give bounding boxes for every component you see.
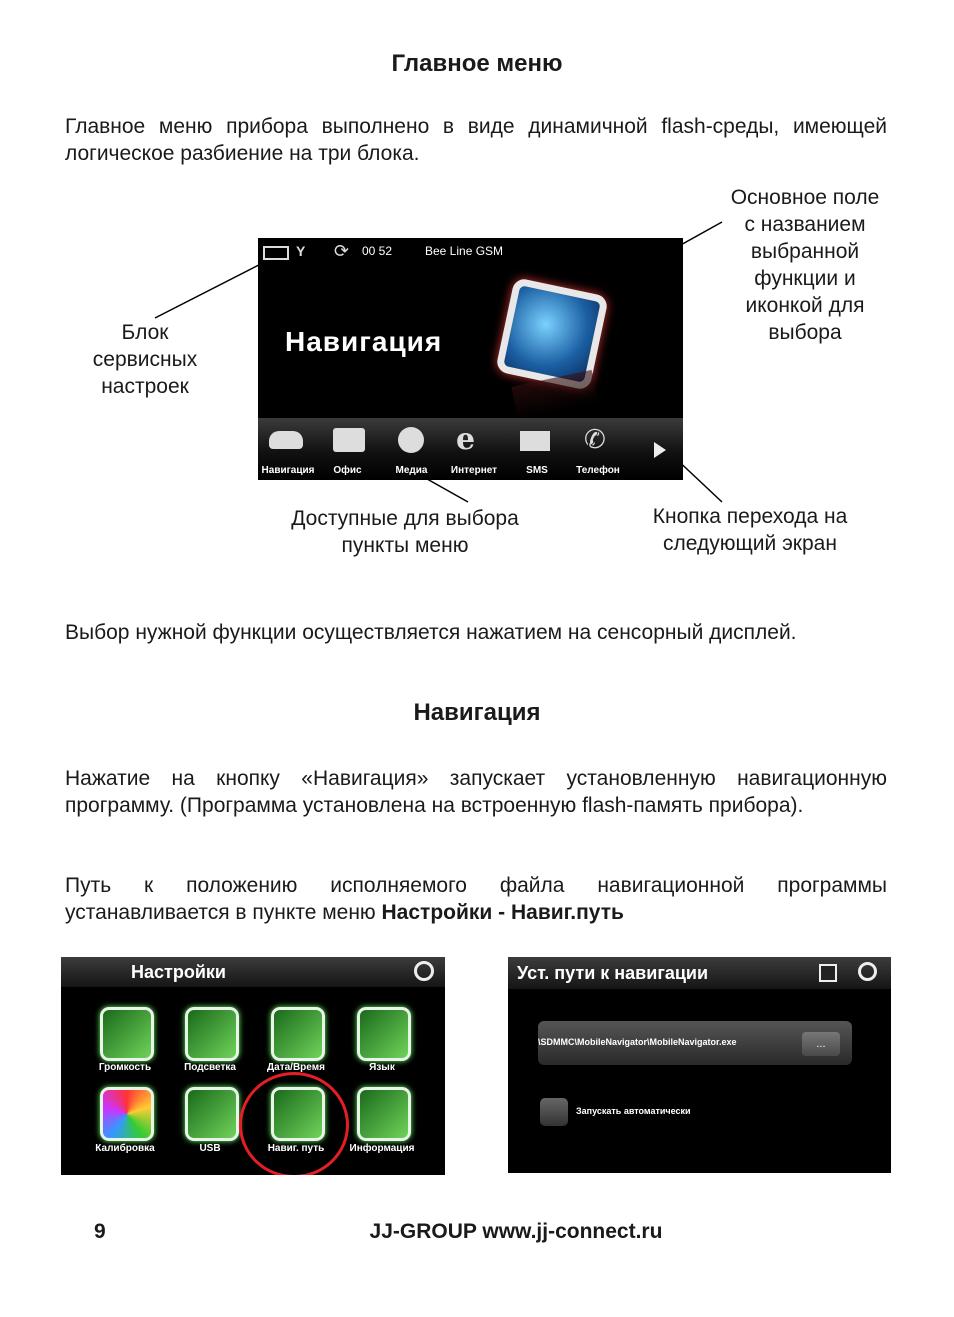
status-time: 00 52: [362, 244, 393, 258]
settings-header: [61, 957, 445, 987]
callout-next-button: Кнопка перехода на следующий экран: [652, 505, 848, 555]
autostart-label: Запускать автоматически: [576, 1106, 691, 1116]
main-function-title: Навигация: [285, 326, 443, 357]
battery-icon: [263, 246, 289, 260]
media-disc-icon[interactable]: [398, 427, 424, 453]
power-icon[interactable]: [858, 962, 877, 981]
usb-icon[interactable]: [185, 1087, 239, 1141]
settings-item-usb[interactable]: USB: [199, 1143, 221, 1154]
backlight-icon[interactable]: [185, 1007, 239, 1061]
settings-item-calibration[interactable]: Калибровка: [95, 1143, 155, 1154]
sync-icon: ⟳: [334, 241, 350, 261]
path-paragraph-text: Путь к положению исполняемого файла навигационной программы устанавливается в пункте меню: [65, 874, 887, 924]
path-paragraph-menu: Настройки - Навиг.путь: [381, 901, 624, 924]
browse-button[interactable]: ...: [802, 1032, 840, 1056]
info-icon[interactable]: [357, 1087, 411, 1141]
volume-icon[interactable]: [100, 1007, 154, 1061]
page-number: 9: [94, 1220, 106, 1243]
language-icon[interactable]: [357, 1007, 411, 1061]
path-value: \SDMMC\MobileNavigator\MobileNavigator.exe: [538, 1037, 737, 1047]
section-title-main-menu: Главное меню: [391, 50, 563, 77]
menu-item-internet[interactable]: Интернет: [450, 465, 498, 476]
datetime-icon[interactable]: [271, 1007, 325, 1061]
settings-item-backlight[interactable]: Подсветка: [184, 1062, 236, 1073]
autostart-checkbox[interactable]: [540, 1098, 568, 1126]
save-icon[interactable]: [819, 964, 837, 982]
menu-item-phone[interactable]: Телефон: [576, 465, 620, 476]
status-operator: Bee Line GSM: [425, 244, 504, 258]
menu-item-office[interactable]: Офис: [333, 465, 362, 476]
highlight-circle: [239, 1072, 349, 1175]
calibration-icon[interactable]: [100, 1087, 154, 1141]
navigation-paragraph: Нажатие на кнопку «Навигация» запускает установленную навигационную программу. (Программа установлена на встроенную flash-память прибора).: [65, 767, 887, 817]
settings-item-datetime[interactable]: Дата/Время: [267, 1062, 325, 1073]
settings-item-info[interactable]: Информация: [349, 1143, 415, 1154]
settings-item-nav-path[interactable]: Навиг. путь: [267, 1143, 325, 1154]
signal-icon: Y: [296, 243, 306, 259]
next-screen-arrow-icon[interactable]: [654, 442, 666, 458]
settings-title: Настройки: [131, 962, 226, 982]
callout-menu-items: Доступные для выбора пункты меню: [291, 507, 519, 557]
settings-screen: [61, 957, 445, 1175]
path-screen-title: Уст. пути к навигации: [517, 963, 709, 983]
callout-main-field: Основное поле с названием выбранной функции и иконкой для выбора: [730, 186, 880, 344]
device-main-screen: [258, 238, 683, 480]
selection-paragraph: Выбор нужной функции осуществляется нажатием на сенсорный дисплей.: [65, 621, 797, 644]
car-icon[interactable]: [269, 431, 303, 449]
nav-path-screen: [508, 957, 891, 1173]
power-icon[interactable]: [414, 961, 434, 981]
phone-icon[interactable]: ✆: [584, 424, 606, 454]
sms-envelope-icon[interactable]: [520, 431, 550, 451]
menu-item-sms[interactable]: SMS: [526, 465, 548, 476]
internet-icon[interactable]: e: [456, 422, 476, 457]
callout-service-block: Блок сервисных настроек: [92, 321, 198, 398]
intro-paragraph: Главное меню прибора выполнено в виде динамичной flash-среды, имеющей логическое разбиение на три блока.: [65, 115, 887, 165]
menu-item-navigation[interactable]: Навигация: [261, 465, 315, 476]
folder-icon[interactable]: [333, 428, 365, 452]
path-paragraph: [65, 872, 887, 926]
settings-item-volume[interactable]: Громкость: [98, 1062, 152, 1073]
section-title-navigation: Навигация: [413, 699, 541, 726]
settings-item-language[interactable]: Язык: [369, 1062, 395, 1073]
menu-item-media[interactable]: Медиа: [395, 465, 428, 476]
footer-text: JJ-GROUP www.jj-connect.ru: [369, 1220, 663, 1243]
